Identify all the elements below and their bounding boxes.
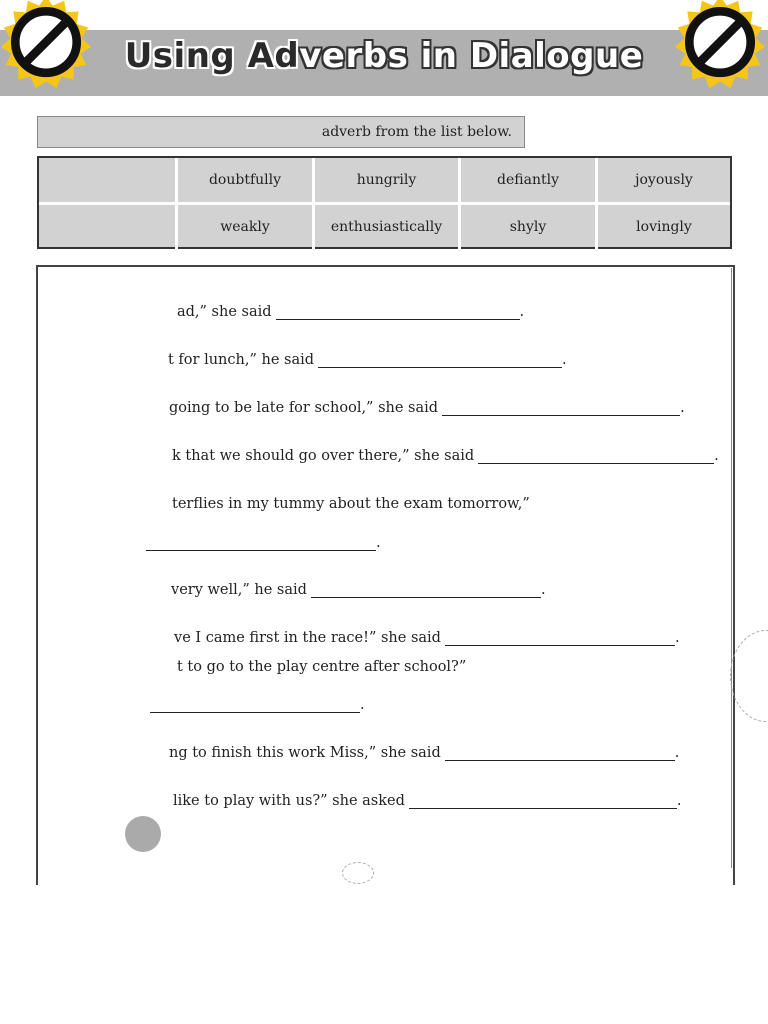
instruction-box <box>37 116 525 148</box>
grey-circle-marker <box>125 816 161 852</box>
sentence-text: t for lunch,” he said <box>168 352 315 368</box>
word-bank-cell: defiantly <box>458 158 595 202</box>
sentence-text: very well,” he said <box>171 582 307 598</box>
answer-blank[interactable] <box>150 698 360 713</box>
word-bank-cell: joyously <box>595 158 730 202</box>
word-bank-cell: lovingly <box>595 205 730 249</box>
sentence-line <box>146 535 381 551</box>
word-bank-row <box>39 158 730 202</box>
sentence-line <box>169 745 679 761</box>
sentence-line <box>169 400 685 416</box>
sentence-line <box>177 659 466 675</box>
answer-blank[interactable] <box>445 631 675 646</box>
answer-blank[interactable] <box>478 449 714 464</box>
answer-blank[interactable] <box>276 305 520 320</box>
sentence-end: . <box>674 630 680 646</box>
word-bank-cell: enthusiastically <box>312 205 458 249</box>
sentence-line <box>172 448 719 464</box>
page-title <box>0 36 768 76</box>
sentence-text: ve I came first in the race!” she said <box>174 630 441 646</box>
answer-blank[interactable] <box>311 583 541 598</box>
answer-blank[interactable] <box>442 401 680 416</box>
sentence-line <box>171 582 546 598</box>
answer-blank[interactable] <box>146 536 376 551</box>
sentence-text: ng to finish this work Miss,” she said <box>169 745 441 761</box>
sentence-line <box>172 496 530 512</box>
answer-blank[interactable] <box>445 746 675 761</box>
word-bank-row <box>39 205 730 249</box>
answer-blank[interactable] <box>318 353 562 368</box>
sentence-end: . <box>562 352 567 368</box>
title-part-1: Using Ad <box>124 36 300 76</box>
dashed-arc <box>730 630 768 722</box>
sentence-text: like to play with us?” she asked <box>173 793 405 809</box>
sentence-end: . <box>540 582 546 598</box>
answer-blank[interactable] <box>409 794 677 809</box>
title-part-2: verbs in Dialogue <box>299 36 644 76</box>
sentence-line <box>173 793 682 809</box>
sentence-line <box>174 630 680 646</box>
word-bank-cell: shyly <box>458 205 595 249</box>
sentence-end: . <box>680 400 685 416</box>
sentence-end: . <box>376 535 381 551</box>
word-bank-cell: hungrily <box>312 158 458 202</box>
sentence-end: . <box>519 304 525 320</box>
sentence-line <box>168 352 567 368</box>
sentence-end: . <box>676 793 682 809</box>
word-bank <box>37 156 732 249</box>
sentence-end: . <box>360 697 365 713</box>
sentence-end: . <box>674 745 680 761</box>
sentence-text: k that we should go over there,” she said <box>172 448 475 464</box>
word-bank-cell: weakly <box>175 205 312 249</box>
frame-inner-line <box>731 268 732 868</box>
dashed-arc <box>342 862 374 884</box>
sentence-text: terflies in my tummy about the exam tomorrow,” <box>172 496 530 512</box>
sentence-text: t to go to the play centre after school?” <box>177 659 467 675</box>
sentence-line <box>150 697 365 713</box>
sentence-end: . <box>714 448 719 464</box>
word-bank-cell: doubtfully <box>175 158 312 202</box>
word-bank-empty-cell <box>39 205 175 249</box>
instruction-text: adverb from the list below. <box>321 124 512 140</box>
word-bank-empty-cell <box>39 158 175 202</box>
sentence-text: going to be late for school,” she said <box>169 400 439 416</box>
sentence-text: ad,” she said <box>177 304 272 320</box>
sentence-line <box>177 304 524 320</box>
